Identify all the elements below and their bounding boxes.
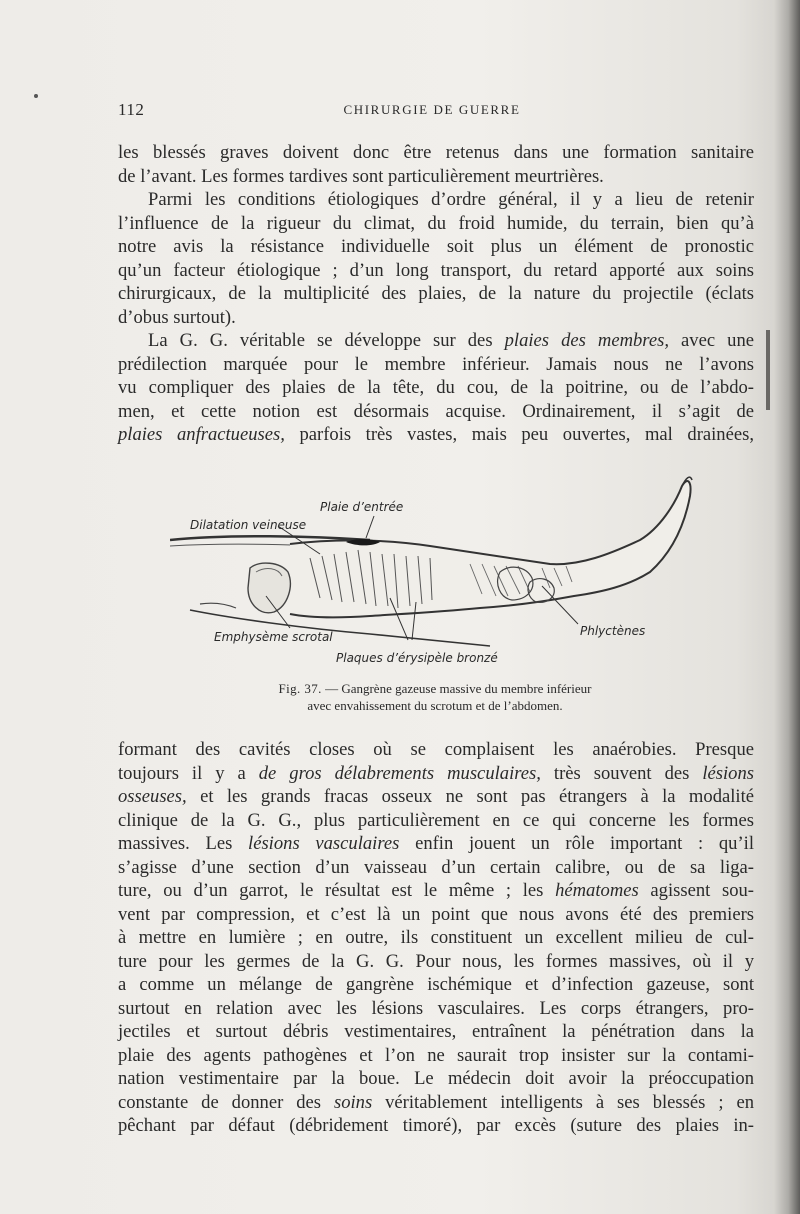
text-line: men, et cette notion est désormais acquise. Ordinairement, il s’agit de [118, 400, 754, 422]
text-line: clinique de la G. G., plus particulièrement en ce qui concerne les formes [118, 809, 754, 831]
running-title: CHIRURGIE DE GUERRE [343, 102, 521, 117]
italic-term: de gros délabrements musculaires, [258, 762, 541, 784]
ink-speck [34, 94, 38, 98]
text-line: nation vestimentaire par la boue. Le médecin doit avoir la préoccupation [118, 1068, 754, 1089]
page-header [118, 100, 746, 124]
text-line: plaies anfractueuses, parfois très vastes, mais peu ouvertes, mal drainées, [118, 424, 754, 445]
text-line: formant des cavités closes où se complaisent les anaérobies. Presque [118, 739, 754, 760]
italic-term: plaies des membres, [504, 330, 669, 351]
label-emphyseme-scrotal: Emphysème scrotal [214, 630, 333, 644]
caption-line-2: avec envahissement du scrotum et de l’abdomen. [307, 698, 563, 713]
label-plaie-entree: Plaie d’entrée [320, 500, 404, 514]
text-line: vent par compression, et c’est là un point que nous avons été des premiers [118, 903, 754, 925]
binding-shadow [774, 0, 800, 1214]
label-plaques-erysipele: Plaques d’érysipèle bronzé [336, 651, 498, 665]
text-line: ture pour les germes de la G. G. Pour nous, les formes massives, où il y [118, 950, 754, 972]
text-line: plaie des agents pathogènes et l’on ne saurait trop insister sur la contami- [118, 1044, 754, 1066]
paragraph-2 [118, 188, 754, 329]
caption-line-1: Fig. 37. — Gangrène gazeuse massive du membre inférieur [278, 681, 592, 696]
text-line: les blessés graves doivent donc être retenus dans une formation sanitaire [118, 142, 754, 163]
label-dilatation-veineuse: Dilatation veineuse [190, 518, 307, 532]
text-line: La G. G. véritable se développe sur des plaies des membres, avec une [148, 330, 754, 351]
text-line: surtout en relation avec les lésions vasculaires. Les corps étrangers, pro- [118, 997, 754, 1019]
text-line: chirurgicaux, de la multiplicité des plaies, de la nature du projectile (éclats [118, 283, 754, 304]
leg-illustration [170, 468, 700, 678]
text-line: toujours il y a de gros délabrements musculaires, très souvent des lésions [118, 762, 754, 784]
italic-term: plaies anfractueuses, [118, 424, 285, 445]
figure-37 [170, 468, 700, 678]
italic-term: hématomes [555, 880, 639, 901]
text-line: Parmi les conditions étiologiques d’ordre général, il y a lieu de retenir [148, 189, 754, 210]
figure-caption [170, 680, 700, 714]
figure-number: Fig. 37. [278, 681, 322, 696]
page-number: 112 [118, 100, 145, 119]
text-line: vu compliquer des plaies de la tête, du cou, de la poitrine, ou de l’abdo- [118, 377, 754, 398]
text-line: l’influence de la rigueur du climat, du froid humide, du terrain, bien qu’à [118, 212, 754, 234]
italic-term: lésions [702, 762, 754, 784]
text-line: s’agisse d’une section d’un vaisseau d’un certain calibre, ou de sa liga- [118, 856, 754, 878]
text-line: pêchant par défaut (débridement timoré), par excès (suture des plaies in- [118, 1115, 754, 1136]
text-line: à mettre en lumière ; en outre, ils constituent un excellent milieu de cul- [118, 927, 754, 948]
label-phlyctenes: Phlyctènes [580, 624, 646, 638]
text-line: prédilection marquée pour le membre inférieur. Jamais nous ne l’avons [118, 353, 754, 375]
italic-term: lésions vasculaires [248, 833, 400, 854]
paragraph-3 [118, 329, 754, 447]
italic-term: osseuses, [118, 786, 187, 807]
text-line: a comme un mélange de gangrène ischémique et d’infection gazeuse, sont [118, 974, 754, 995]
text-line: de l’avant. Les formes tardives sont particulièrement meurtrières. [118, 165, 604, 187]
text-line: constante de donner des soins véritablement intelligents à ses blessés ; en [118, 1091, 754, 1113]
text-line: jectiles et surtout débris vestimentaires, entraînent la pénétration dans la [118, 1021, 754, 1042]
page-edge-mark [766, 330, 770, 410]
text-line: notre avis la résistance individuelle soit plus un élément de pronostic [118, 236, 754, 257]
text-line: qu’un facteur étiologique ; d’un long transport, du retard apporté aux soins [118, 259, 754, 281]
text-line: massives. Les lésions vasculaires enfin jouent un rôle important : qu’il [118, 833, 754, 854]
paragraph-4 [118, 738, 754, 1138]
text-line: d’obus surtout). [118, 306, 236, 328]
italic-term: soins [333, 1091, 373, 1113]
paragraph-1 [118, 141, 754, 188]
text-line: ture, ou d’un garrot, le résultat est le même ; les hématomes agissent sou- [118, 880, 754, 901]
text-line: osseuses, et les grands fracas osseux ne sont pas étrangers à la modalité [118, 786, 754, 807]
